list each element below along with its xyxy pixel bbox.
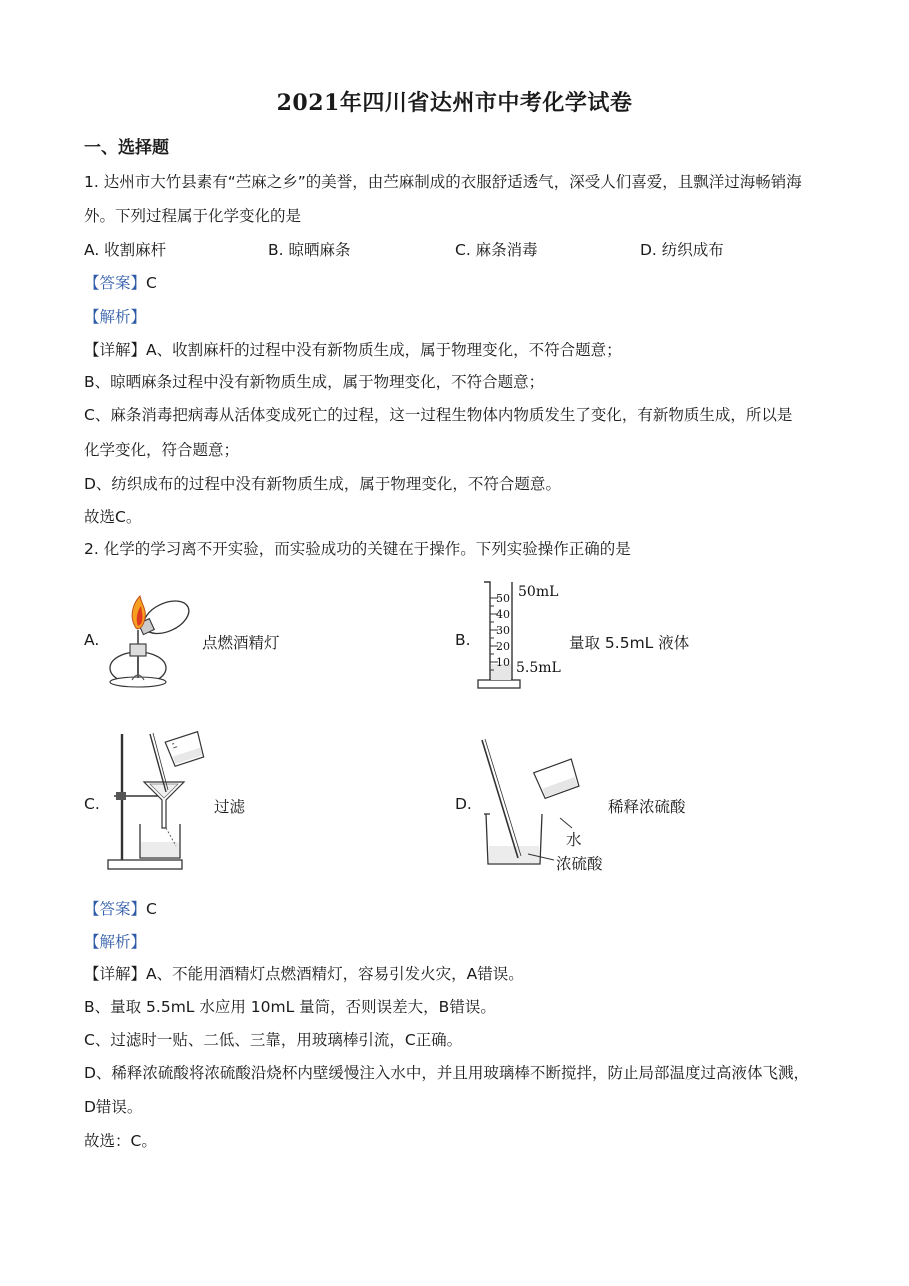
- answer-value: C: [146, 900, 157, 918]
- cylinder-capacity-label: 50mL: [518, 584, 559, 600]
- q2-detail-a: [84, 964, 524, 984]
- q2-option-b-label: 量取 5.5mL 液体: [569, 634, 690, 652]
- q2-detail-b: B、量取 5.5mL 水应用 10mL 量筒，否则误差大，B错误。: [84, 998, 496, 1016]
- q2-option-a-label: 点燃酒精灯: [202, 634, 280, 652]
- q2-option-c-letter: C.: [84, 795, 100, 813]
- alcohol-lamp-figure: [100, 588, 200, 692]
- q2-option-b-letter: B.: [455, 631, 471, 649]
- q1-option-d: D. 纺织成布: [640, 241, 724, 259]
- detail-tag: 【详解】: [84, 341, 147, 359]
- answer-value: C: [146, 274, 157, 292]
- q1-option-b: B. 晾晒麻条: [268, 241, 351, 259]
- q2-option-d-letter: D.: [455, 795, 472, 813]
- q2-option-a-letter: A.: [84, 631, 100, 649]
- q1-option-a: A. 收割麻杆: [84, 241, 167, 259]
- cylinder-tick-10: 10: [496, 656, 510, 669]
- q2-detail-d2: D错误。: [84, 1098, 143, 1116]
- q1-analysis-tag: 【解析】: [84, 308, 147, 326]
- filtration-figure: [104, 728, 208, 874]
- cylinder-tick-20: 20: [496, 640, 510, 653]
- water-label: 水: [566, 831, 582, 849]
- cylinder-tick-30: 30: [496, 624, 510, 637]
- cylinder-tick-50: 50: [496, 592, 510, 605]
- q2-option-d-label: 稀释浓硫酸: [608, 798, 686, 816]
- q1-detail-b: B、晾晒麻条过程中没有新物质生成，属于物理变化，不符合题意；: [84, 373, 545, 391]
- q1-answer: [84, 273, 157, 293]
- section-heading: 一、选择题: [84, 138, 169, 158]
- q2-conclusion: 故选：C。: [84, 1132, 157, 1150]
- q1-stem-line1: 1. 达州市大竹县素有“苎麻之乡”的美誉，由苎麻制成的衣服舒适透气，深受人们喜爱，且飘洋过海畅销海: [84, 173, 802, 191]
- q2-answer: [84, 899, 157, 919]
- q1-conclusion: 故选C。: [84, 508, 142, 526]
- q2-option-c-label: 过滤: [214, 798, 246, 816]
- q1-stem-line2: 外。下列过程属于化学变化的是: [84, 207, 302, 225]
- detail-text: A、不能用酒精灯点燃酒精灯，容易引发火灾，A错误。: [146, 965, 524, 983]
- q1-option-c: C. 麻条消毒: [455, 241, 538, 259]
- q2-detail-d1: D、稀释浓硫酸将浓硫酸沿烧杯内壁缓慢注入水中，并且用玻璃棒不断搅拌，防止局部温度过高液体飞溅，: [84, 1064, 809, 1082]
- answer-tag: 【答案】: [84, 900, 147, 918]
- q1-detail-a: [84, 340, 622, 360]
- q2-stem: 2. 化学的学习离不开实验，而实验成功的关键在于操作。下列实验操作正确的是: [84, 540, 631, 558]
- answer-tag: 【答案】: [84, 274, 147, 292]
- q1-detail-d: D、纺织成布的过程中没有新物质生成，属于物理变化，不符合题意。: [84, 475, 561, 493]
- q2-analysis-tag: 【解析】: [84, 933, 147, 951]
- q1-detail-c2: 化学变化，符合题意；: [84, 441, 240, 459]
- page-title: 2021年四川省达州市中考化学试卷: [276, 90, 633, 116]
- cylinder-reading-label: 5.5mL: [516, 660, 561, 676]
- concentrated-acid-label: 浓硫酸: [556, 855, 603, 873]
- q1-detail-c1: C、麻条消毒把病毒从活体变成死亡的过程，这一过程生物体内物质发生了变化，有新物质生成，所以是: [84, 406, 793, 424]
- detail-tag: 【详解】: [84, 965, 147, 983]
- cylinder-tick-40: 40: [496, 608, 510, 621]
- graduated-cylinder-figure: [474, 576, 564, 694]
- detail-text: A、收割麻杆的过程中没有新物质生成，属于物理变化，不符合题意；: [146, 341, 622, 359]
- q2-detail-c: C、过滤时一贴、二低、三靠，用玻璃棒引流，C正确。: [84, 1031, 463, 1049]
